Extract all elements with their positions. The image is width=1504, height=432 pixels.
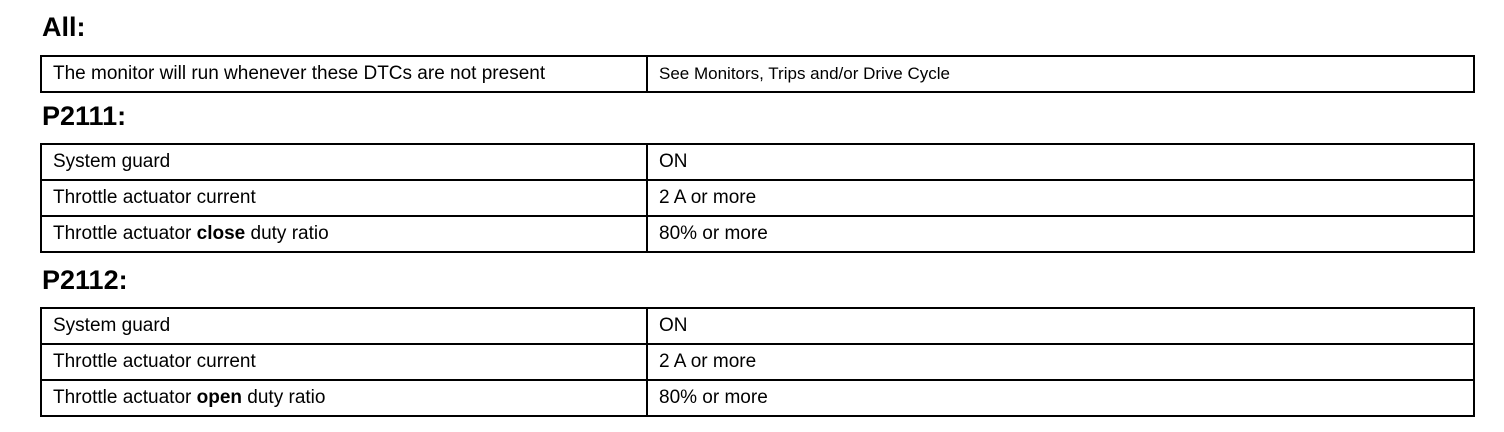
table-row (41, 380, 1474, 416)
table-row (41, 308, 1474, 344)
condition-cell: System guard (41, 308, 647, 344)
condition-cell: System guard (41, 144, 647, 180)
value-cell: 80% or more (647, 216, 1474, 252)
condition-cell: The monitor will run whenever these DTCs are not present (41, 56, 647, 92)
condition-cell (41, 216, 647, 252)
condition-text: duty ratio (245, 223, 329, 244)
table-row (41, 180, 1474, 216)
section-heading-all: All: (42, 12, 86, 42)
value-cell: ON (647, 308, 1474, 344)
condition-text: Throttle actuator (53, 223, 197, 244)
table-all (40, 55, 1475, 93)
condition-cell: Throttle actuator current (41, 344, 647, 380)
table-row (41, 144, 1474, 180)
condition-emphasis: open (196, 387, 243, 408)
value-cell: 2 A or more (647, 180, 1474, 216)
table-p2111 (40, 143, 1475, 253)
condition-cell (41, 380, 647, 416)
table-row (41, 216, 1474, 252)
condition-emphasis: close (196, 223, 246, 244)
condition-text: Throttle actuator (53, 387, 197, 408)
value-cell: 2 A or more (647, 344, 1474, 380)
section-heading-p2111: P2111: (42, 101, 127, 131)
value-cell: See Monitors, Trips and/or Drive Cycle (647, 56, 1474, 92)
value-cell: 80% or more (647, 380, 1474, 416)
condition-text: duty ratio (242, 387, 326, 408)
table-row (41, 344, 1474, 380)
condition-cell: Throttle actuator current (41, 180, 647, 216)
value-cell: ON (647, 144, 1474, 180)
table-p2112 (40, 307, 1475, 417)
section-heading-p2112: P2112: (42, 265, 128, 295)
table-row (41, 56, 1474, 92)
